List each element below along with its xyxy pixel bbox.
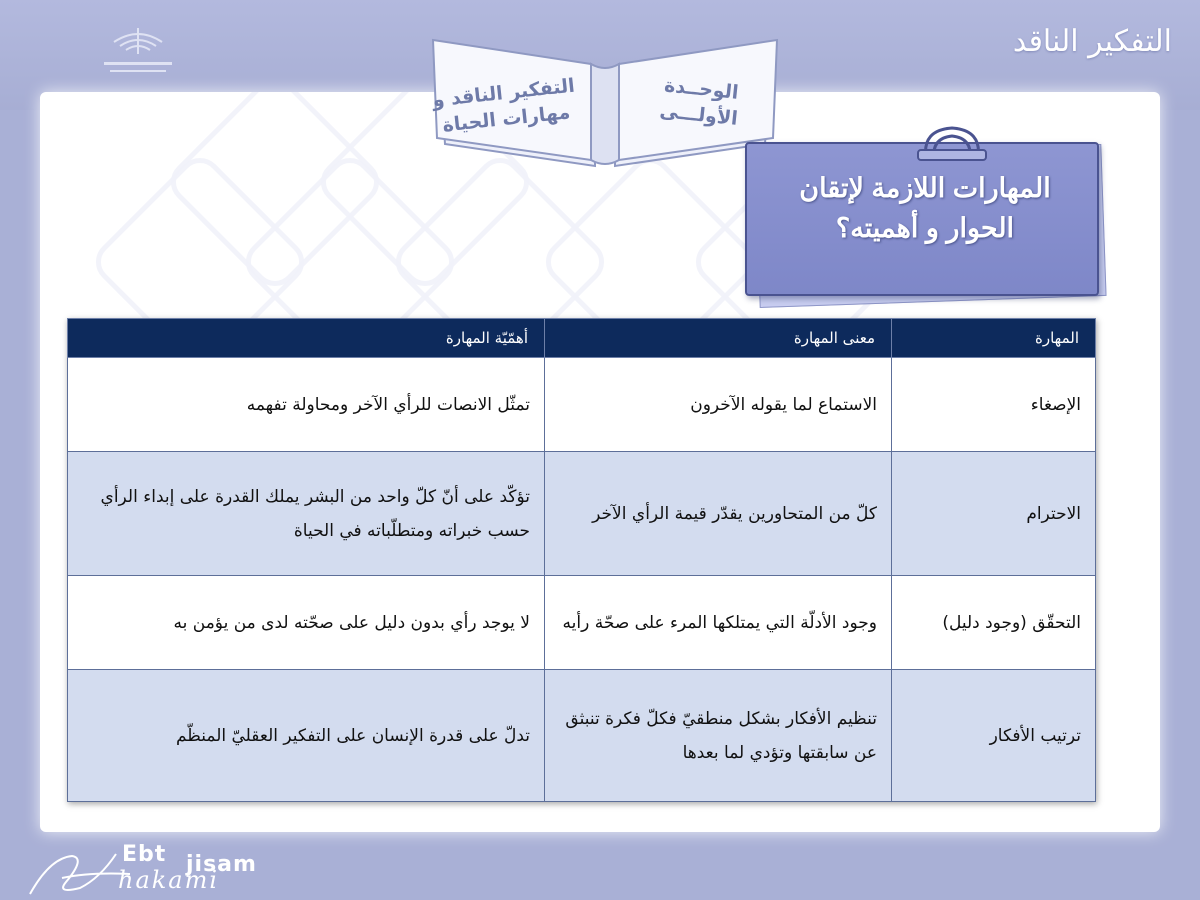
cell-skill: الإصغاء (892, 358, 1096, 452)
header-importance: أهمّيّة المهارة (68, 319, 545, 358)
header-meaning: معنى المهارة (545, 319, 892, 358)
table-row (68, 670, 1096, 802)
cell-meaning: الاستماع لما يقوله الآخرون (545, 358, 892, 452)
book-left-line: مهارات الحياة (441, 101, 572, 137)
cell-skill: ترتيب الأفكار (892, 670, 1096, 802)
header-skill: المهارة (892, 319, 1096, 358)
cell-meaning: تنظيم الأفكار بشكل منطقيّ فكلّ فكرة تنبثق عن سابقتها وتؤدي لما بعدها (545, 670, 892, 802)
cell-importance: تمثّل الانصات للرأي الآخر ومحاولة تفهمه (68, 358, 545, 452)
card-question (760, 168, 1090, 248)
cell-importance: تدلّ على قدرة الإنسان على التفكير العقليّ المنظّم (68, 670, 545, 802)
card-line: المهارات اللازمة لإتقان (799, 173, 1051, 203)
table-row (68, 358, 1096, 452)
binder-clip-icon (912, 120, 992, 162)
cell-importance: تؤكّد على أنّ كلّ واحد من البشر يملك القدرة على إبداء الرأي حسب خبراته ومتطلّباته في الحياة (68, 452, 545, 576)
table-header-row (68, 319, 1096, 358)
cell-meaning: كلّ من المتحاورين يقدّر قيمة الرأي الآخر (545, 452, 892, 576)
cell-skill: الاحترام (892, 452, 1096, 576)
cell-skill: التحقّق (وجود دليل) (892, 576, 1096, 670)
card-line: الحوار و أهميته؟ (835, 213, 1015, 243)
header-title: التفكير الناقد (1012, 24, 1172, 59)
book-right-line: الأولـــى (658, 99, 739, 130)
table-row (68, 452, 1096, 576)
cell-meaning: وجود الأدلّة التي يمتلكها المرء على صحّة رأيه (545, 576, 892, 670)
ministry-logo-icon (92, 20, 184, 90)
signature-ebt: Ebt (122, 842, 167, 867)
table-row (68, 576, 1096, 670)
book-left-line: التفكير الناقد و (431, 74, 576, 112)
signature-hakami: hakami (118, 866, 220, 894)
skills-table (67, 318, 1096, 802)
signature-jisam: jisam (186, 852, 257, 877)
cell-importance: لا يوجد رأي بدون دليل على صحّته لدى من يؤمن به (68, 576, 545, 670)
book-right-line: الوحــدة (663, 74, 740, 104)
